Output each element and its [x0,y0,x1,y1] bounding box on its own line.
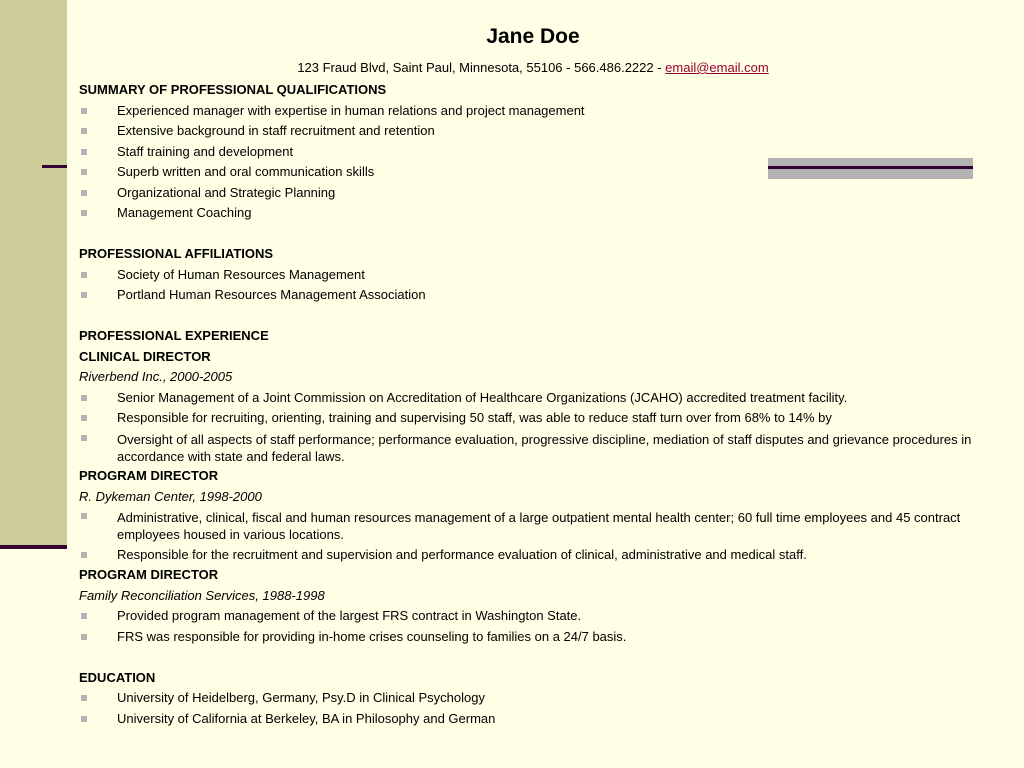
summary-item: Experienced manager with expertise in human relations and project management [79,101,994,122]
job-duty-item: Senior Management of a Joint Commission on Accreditation of Healthcare Organizations (JCAHO) accredited treatment facility. [79,388,994,409]
summary-item: Extensive background in staff recruitment and retention [79,121,994,142]
job-organization: Riverbend Inc., 2000-2005 [79,369,233,384]
bullet-square-icon [81,415,87,421]
resume-name: Jane Doe [486,25,580,48]
bullet-square-icon [81,169,87,175]
bullet-square-icon [81,108,87,114]
bullet-square-icon [81,716,87,722]
resume-body [79,80,994,729]
job-organization: Family Reconciliation Services, 1988-1998 [79,587,325,603]
left-accent-line-top [42,165,67,168]
summary-item: Staff training and development [79,142,994,163]
job-duty-item: Administrative, clinical, fiscal and human resources management of a large outpatient mental health center; 60 full time employees and 45 contract employees housed in various locations. [79,507,994,545]
affiliation-item: Portland Human Resources Management Association [79,285,994,306]
left-decorative-band [0,0,67,548]
bullet-square-icon [81,695,87,701]
section-spacer [79,306,994,327]
bullet-square-icon [81,149,87,155]
section-spacer [79,647,994,668]
job-duty-item: Responsible for the recruitment and supervision and performance evaluation of clinical, administrative and medical staff. [79,545,994,566]
summary-item: Management Coaching [79,203,994,224]
left-accent-line-bottom [0,545,67,549]
bullet-square-icon [81,128,87,134]
summary-item: Organizational and Strategic Planning [79,183,994,204]
affiliations-heading: PROFESSIONAL AFFILIATIONS [79,246,274,261]
bullet-square-icon [81,210,87,216]
education-item: University of Heidelberg, Germany, Psy.D in Clinical Psychology [79,688,994,709]
experience-heading: PROFESSIONAL EXPERIENCE [79,328,269,343]
contact-details: 123 Fraud Blvd, Saint Paul, Minnesota, 55106 - 566.486.2222 - [297,60,666,75]
bullet-square-icon [81,513,87,519]
education-heading: EDUCATION [79,669,156,685]
summary-heading: SUMMARY OF PROFESSIONAL QUALIFICATIONS [79,82,387,97]
bullet-square-icon [81,395,87,401]
summary-item: Superb written and oral communication skills [79,162,994,183]
job-organization: R. Dykeman Center, 1998-2000 [79,488,262,504]
job-duty-item: Provided program management of the largest FRS contract in Washington State. [79,606,994,627]
affiliation-item: Society of Human Resources Management [79,265,994,286]
email-link[interactable]: email@email.com [665,60,769,75]
job-title: CLINICAL DIRECTOR [79,348,211,364]
job-title: PROGRAM DIRECTOR [79,567,219,582]
job-duty-item: Responsible for recruiting, orienting, training and supervising 50 staff, was able to reduce staff turn over from 68% to 14% by [79,408,994,429]
bullet-square-icon [81,435,87,441]
bullet-square-icon [81,292,87,298]
section-spacer [79,224,994,245]
bullet-square-icon [81,190,87,196]
bullet-square-icon [81,552,87,558]
job-duty-item: Oversight of all aspects of staff performance; performance evaluation, progressive discipline, mediation of staff disputes and grievance procedures in accordance with state and federal laws. [79,429,994,467]
bullet-square-icon [81,634,87,640]
job-title: PROGRAM DIRECTOR [79,468,219,483]
bullet-square-icon [81,272,87,278]
contact-line [79,60,987,76]
bullet-square-icon [81,613,87,619]
education-item: University of California at Berkeley, BA in Philosophy and German [79,709,994,730]
job-duty-item: FRS was responsible for providing in-home crises counseling to families on a 24/7 basis. [79,627,994,648]
